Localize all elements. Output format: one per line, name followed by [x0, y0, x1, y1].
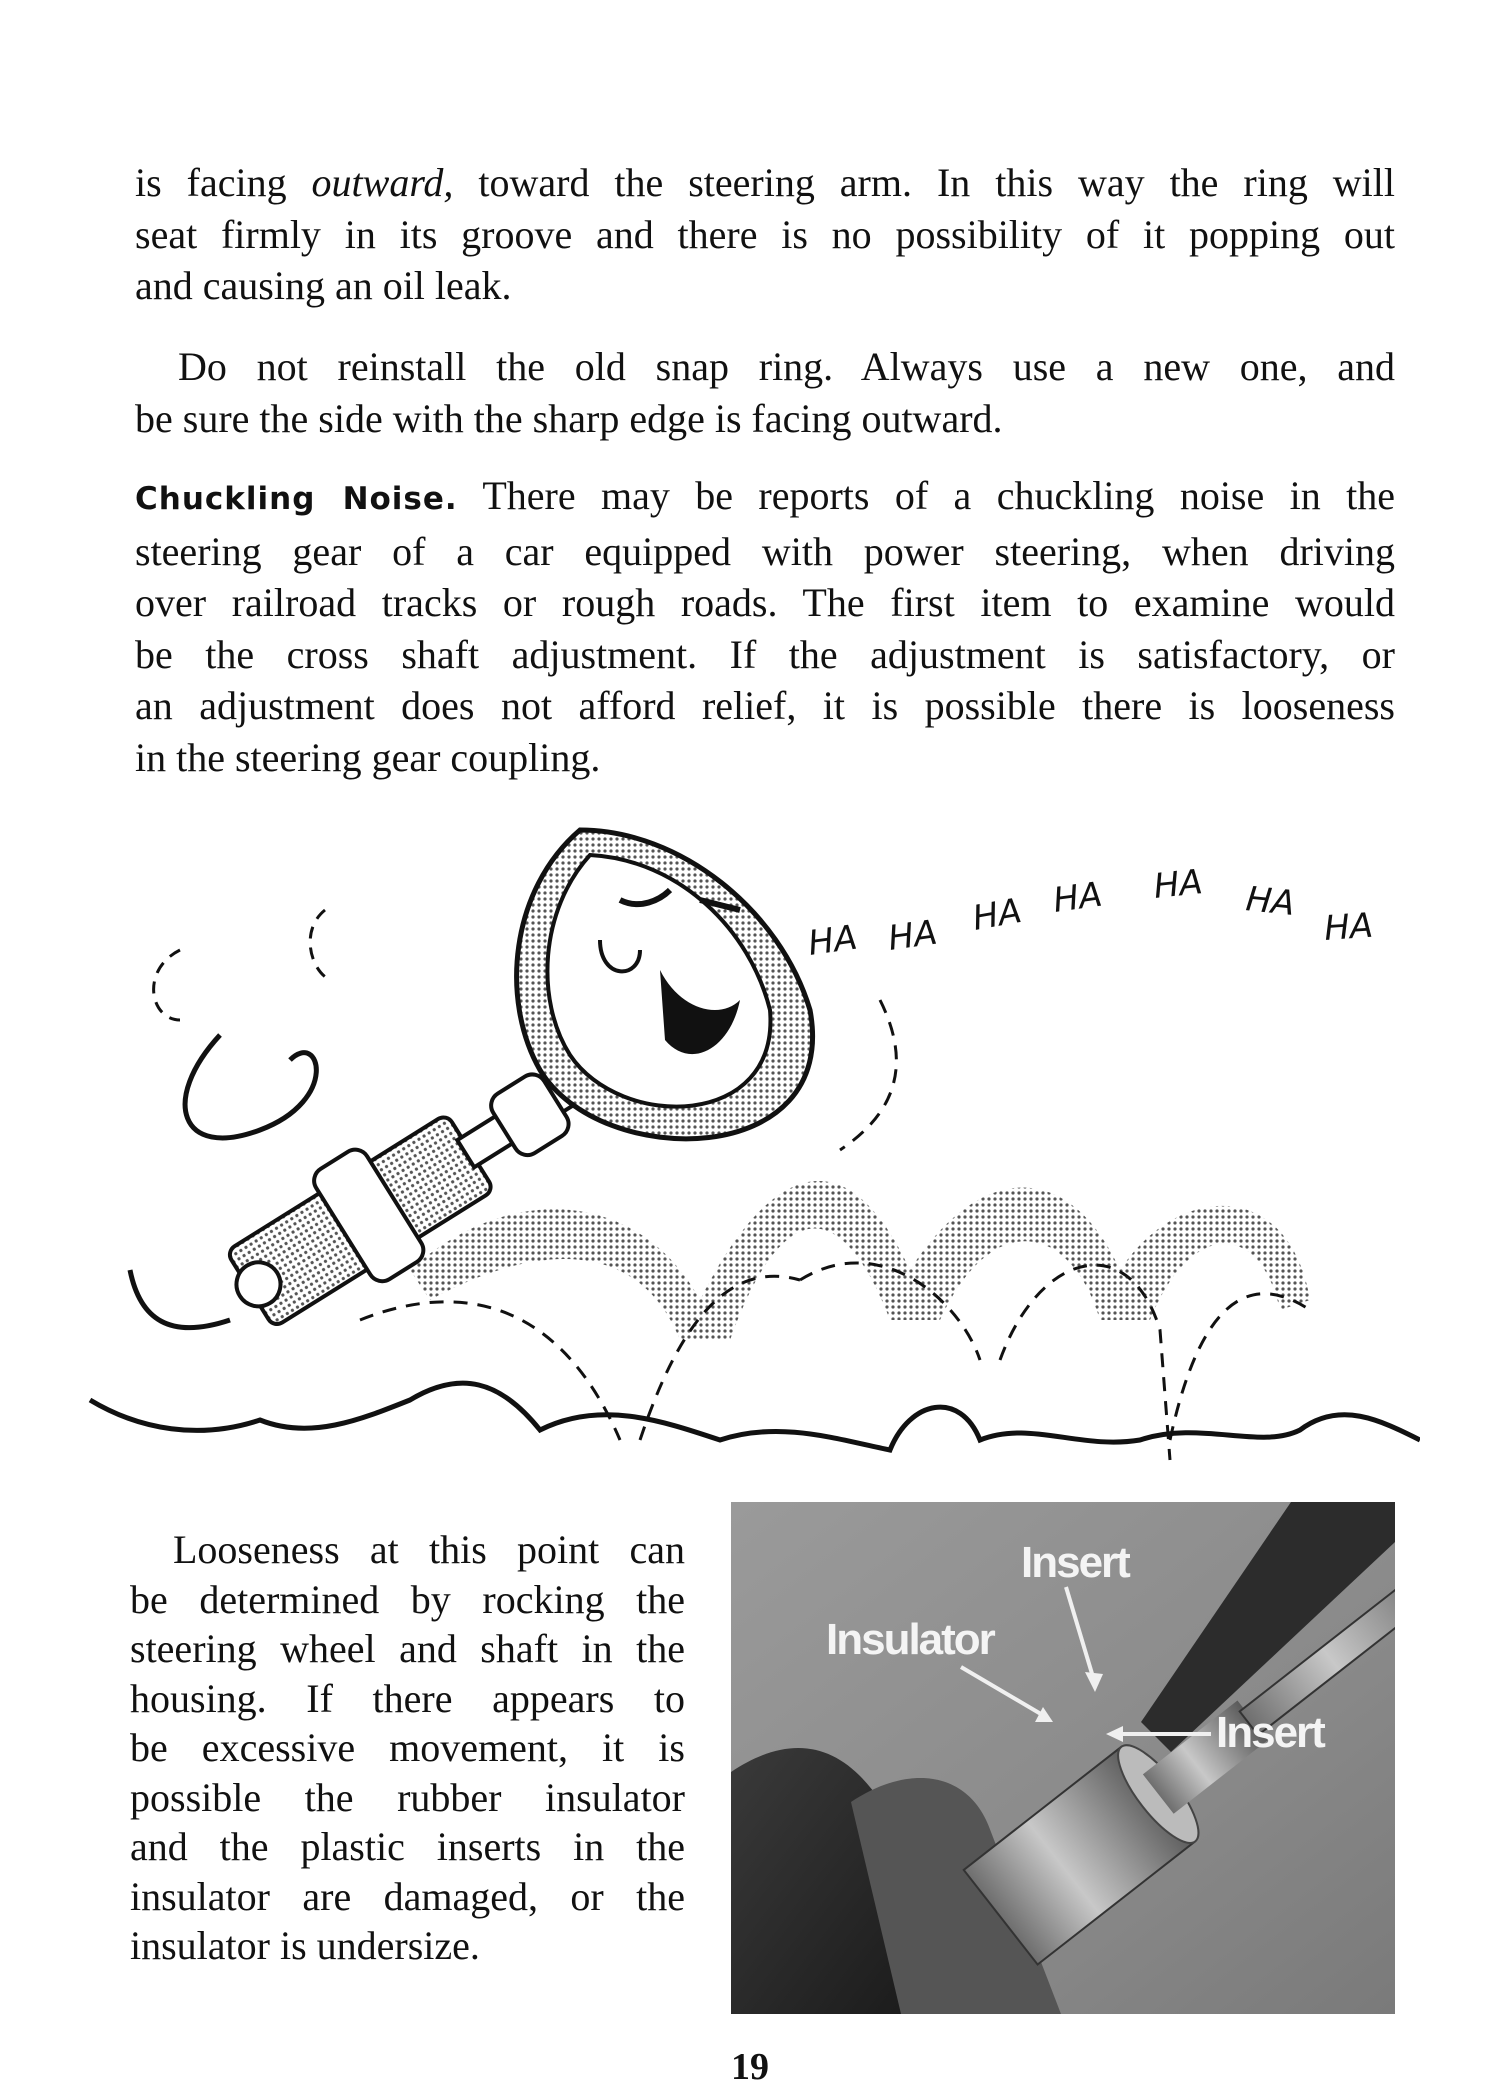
- text-line: [135, 157, 1395, 209]
- text-run: is facing: [135, 160, 312, 205]
- label-insert-top: Insert: [1021, 1538, 1129, 1587]
- text-line: be sure the side with the sharp edge is facing outward.: [135, 395, 1003, 441]
- laugh-text: HA: [969, 890, 1025, 939]
- text-run: There may be reports of a chuckling noise in the: [457, 473, 1395, 518]
- ground-line: [90, 1383, 1420, 1450]
- motion-lines: [310, 910, 330, 980]
- text-line: in the steering gear coupling.: [135, 734, 601, 780]
- laugh-text: HA: [1244, 879, 1297, 925]
- cartoon-laughing-steering-wheel: [80, 800, 1420, 1480]
- laugh-text-group: [806, 862, 1375, 964]
- bounce-trail-shading: [410, 1181, 1310, 1340]
- laugh-text: HA: [805, 917, 860, 964]
- text-line: be determined by rocking the: [130, 1576, 685, 1622]
- label-insert-right: Insert: [1216, 1708, 1324, 1757]
- paragraph-new-snap-ring: [135, 341, 1395, 444]
- text-line: steering wheel and shaft in the: [130, 1626, 685, 1671]
- steering-wheel-face: [517, 830, 813, 1139]
- text-line: insulator are damaged, or the: [130, 1873, 685, 1919]
- text-line: steering gear of a car equipped with power steering, when driving: [135, 528, 1395, 574]
- laugh-text: HA: [1151, 862, 1205, 907]
- coupling-photo: [731, 1502, 1395, 2014]
- text-line: and causing an oil leak.: [135, 263, 512, 308]
- text-line: over railroad tracks or rough roads. The first item to examine would: [135, 580, 1395, 625]
- laugh-text: HA: [885, 912, 940, 959]
- paragraph-snap-ring-facing: [135, 157, 1395, 312]
- text-line: insulator is undersize.: [130, 1923, 480, 1968]
- laugh-text: HA: [1322, 905, 1375, 949]
- text-line: be the cross shaft adjustment. If the adjustment is satisfactory, or: [135, 631, 1395, 677]
- text-line: be excessive movement, it is: [130, 1725, 685, 1770]
- motion-lines: [154, 950, 180, 1020]
- paragraph-looseness: [130, 1525, 685, 1971]
- text-line: seat firmly in its groove and there is no possibility of it popping out: [135, 211, 1395, 257]
- label-insulator: Insulator: [826, 1615, 994, 1664]
- bounce-path: [1170, 1294, 1310, 1440]
- text-line: possible the rubber insulator: [130, 1774, 685, 1820]
- emphasis-outward: outward,: [311, 160, 454, 205]
- text-line: housing. If there appears to: [130, 1675, 685, 1721]
- text-line: Do not reinstall the old snap ring. Always use a new one, and: [178, 344, 1395, 389]
- laugh-text: HA: [1050, 874, 1105, 921]
- paragraph-chuckling-noise: [135, 470, 1395, 783]
- text-line: and the plastic inserts in the: [130, 1824, 685, 1869]
- text-line: an adjustment does not afford relief, it is possible there is looseness: [135, 683, 1395, 728]
- text-line: Looseness at this point can: [173, 1527, 685, 1572]
- section-heading-chuckling-noise: Chuckling Noise.: [135, 481, 458, 517]
- page-number: 19: [731, 2046, 769, 2088]
- text-run: toward the steering arm. In this way the ring will: [453, 160, 1396, 205]
- motion-lines: [840, 1000, 896, 1150]
